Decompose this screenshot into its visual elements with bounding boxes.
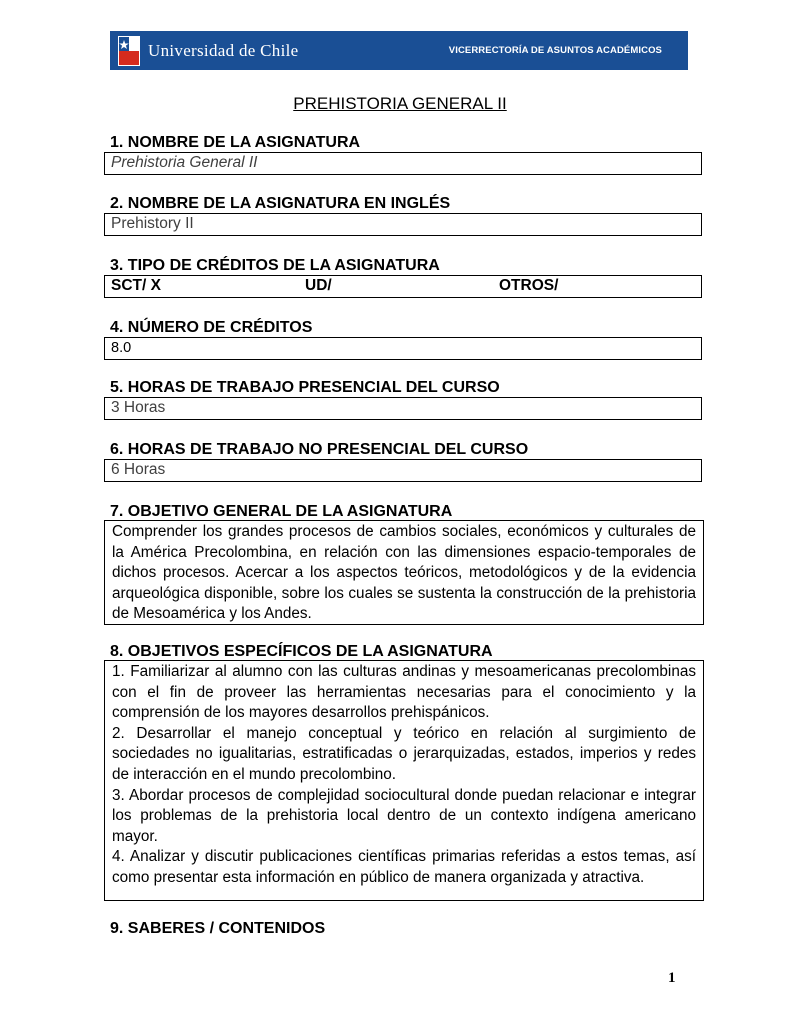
credit-type-field	[104, 275, 702, 298]
university-name: Universidad de Chile	[148, 40, 299, 60]
general-objective-box	[104, 520, 704, 625]
section-8-heading: 8. OBJETIVOS ESPECÍFICOS DE LA ASIGNATURA	[110, 643, 493, 660]
page-title: PREHISTORIA GENERAL II	[293, 94, 507, 113]
section-3-heading: 3. TIPO DE CRÉDITOS DE LA ASIGNATURA	[110, 257, 440, 274]
university-crest-icon	[118, 36, 140, 66]
section-1-heading: 1. NOMBRE DE LA ASIGNATURA	[110, 134, 361, 151]
section-6-heading: 6. HORAS DE TRABAJO NO PRESENCIAL DEL CURSO	[110, 441, 529, 458]
section-4-heading: 4. NÚMERO DE CRÉDITOS	[110, 319, 313, 336]
section-5-heading: 5. HORAS DE TRABAJO PRESENCIAL DEL CURSO	[110, 379, 500, 396]
specific-objective-item: 2. Desarrollar el manejo conceptual y teórico en relación al surgimiento de sociedades no igualitarias, estratificadas o jerarquizadas, estados, imperios y redes de interacción en el mundo precolombino.	[112, 724, 696, 783]
specific-objective-item: 3. Abordar procesos de complejidad sociocultural donde puedan relacionar e integrar los problemas de la prehistoria local dentro de un contexto indígena americano mayor.	[112, 786, 696, 845]
header-banner	[110, 31, 688, 70]
page-number: 1	[668, 970, 676, 986]
specific-objective-item: 4. Analizar y discutir publicaciones científicas primarias referidas a estos temas, así como presentar esta información en público de manera organizada y atractiva.	[112, 848, 696, 886]
remote-hours-field: 6 Horas	[104, 459, 702, 482]
office-name: VICERRECTORÍA DE ASUNTOS ACADÉMICOS	[448, 45, 662, 56]
section-2-heading: 2. NOMBRE DE LA ASIGNATURA EN INGLÉS	[110, 195, 451, 212]
course-name-field: Prehistoria General II	[104, 152, 702, 175]
in-person-hours-field: 3 Horas	[104, 397, 702, 420]
credit-type-sct: SCT/ X	[111, 277, 161, 294]
general-objective-text: Comprender los grandes procesos de cambios sociales, económicos y culturales de la América Precolombina, en relación con las dimensiones espacio-temporales de dichos procesos. Acercar a los aspectos teóricos, metodológicos y de la evidencia arqueológica disponible, sobre los cuales se sustenta la construcción de la prehistoria de Mesoamérica y los Andes.	[112, 523, 696, 623]
credit-type-otros: OTROS/	[499, 277, 559, 294]
specific-objectives-box	[104, 660, 704, 901]
credit-type-ud: UD/	[305, 277, 332, 294]
credit-count-field: 8.0	[104, 337, 702, 360]
english-name-field: Prehistory II	[104, 213, 702, 236]
specific-objective-item: 1. Familiarizar al alumno con las culturas andinas y mesoamericanas precolombinas con el fin de proveer las herramientas necesarias para el conocimiento y la comprensión de los mayores desarrollos prehispánicos.	[112, 663, 696, 722]
section-7-heading: 7. OBJETIVO GENERAL DE LA ASIGNATURA	[110, 503, 453, 520]
section-9-heading: 9. SABERES / CONTENIDOS	[110, 920, 326, 937]
